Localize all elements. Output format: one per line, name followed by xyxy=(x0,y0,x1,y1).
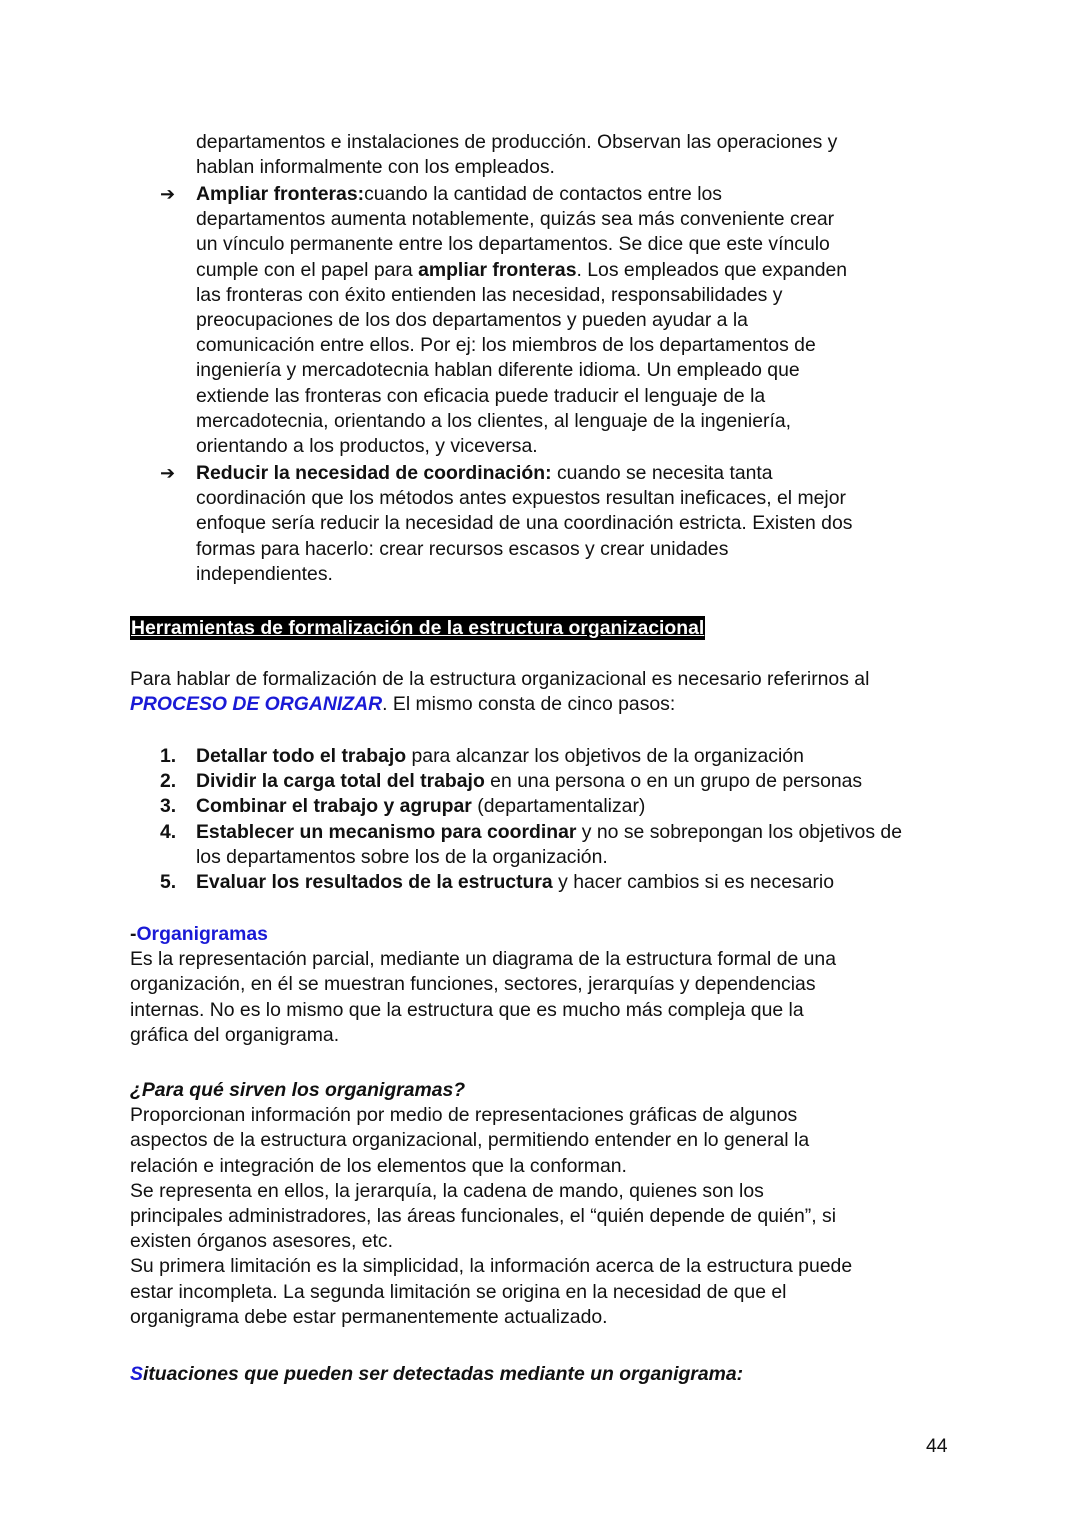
proceso-intro xyxy=(130,667,920,717)
text-line: organización, en él se muestran funciones, sectores, jerarquías y dependencias xyxy=(130,973,816,996)
steps-list xyxy=(160,744,960,895)
text-line: existen órganos asesores, etc. xyxy=(130,1230,393,1253)
text-line: orientando a los productos, y viceversa. xyxy=(196,435,538,458)
text-line: coordinación que los métodos antes expuestos resultan ineficaces, el mejor xyxy=(196,487,846,510)
step-number: 1. xyxy=(160,745,177,767)
text-line: Reducir la necesidad de coordinación: cuando se necesita tanta xyxy=(196,462,773,484)
text-line: PROCESO DE ORGANIZAR. El mismo consta de cinco pasos: xyxy=(130,693,676,716)
text-line: Su primera limitación es la simplicidad, la información acerca de la estructura puede xyxy=(130,1255,853,1278)
text-line: departamentos e instalaciones de producción. Observan las operaciones y xyxy=(196,131,838,153)
text-line: Es la representación parcial, mediante un diagrama de la estructura formal de una xyxy=(130,948,836,971)
text-line: ingeniería y mercadotecnia hablan diferente idioma. Un empleado que xyxy=(196,359,800,382)
text-line: las fronteras con éxito entienden las necesidad, responsabilidades y xyxy=(196,283,783,306)
text-line: independientes. xyxy=(196,562,333,585)
text-line: organigrama debe estar permanentemente actualizado. xyxy=(130,1305,608,1328)
intro-continuation xyxy=(196,130,896,180)
text-line: gráfica del organigrama. xyxy=(130,1023,340,1046)
text-line: hablan informalmente con los empleados. xyxy=(196,156,555,179)
text-line: relación e integración de los elementos que la conforman. xyxy=(130,1154,627,1177)
text-line: internas. No es lo mismo que la estructura que es mucho más compleja que la xyxy=(130,998,804,1021)
subheading: -Organigramas xyxy=(130,923,268,945)
text-line: Para hablar de formalización de la estructura organizacional es necesario referirnos al xyxy=(130,668,870,690)
step-number: 5. xyxy=(160,871,177,894)
step-number: 2. xyxy=(160,770,177,793)
list-item: 4. Establecer un mecanismo para coordinar y no se sobrepongan los objetivos de los departamentos sobre los de la organización. xyxy=(160,820,960,870)
text-line: estar incompleta. La segunda limitación se origina en la necesidad de que el xyxy=(130,1280,787,1303)
page-number: 44 xyxy=(926,1435,948,1457)
step-number: 4. xyxy=(160,820,177,843)
bullet-term: Reducir la necesidad de coordinación: xyxy=(196,462,552,484)
situaciones-heading: Situaciones que pueden ser detectadas mediante un organigrama: xyxy=(130,1363,744,1385)
text-line: principales administradores, las áreas funcionales, el “quién depende de quién”, si xyxy=(130,1205,837,1228)
arrow-bullet-icon: ➔ xyxy=(160,184,176,204)
text-line: extiende las fronteras con eficacia puede traducir el lenguaje de la xyxy=(196,384,766,407)
para-que-sirven-section xyxy=(130,1078,920,1330)
text-line: comunicación entre ellos. Por ej: los miembros de los departamentos de xyxy=(196,334,816,357)
list-item: 2. Dividir la carga total del trabajo en una persona o en un grupo de personas xyxy=(160,769,960,794)
text-line: Ampliar fronteras:cuando la cantidad de contactos entre los xyxy=(196,183,722,205)
list-item: 1. Detallar todo el trabajo para alcanzar los objetivos de la organización xyxy=(160,744,960,769)
text-line: preocupaciones de los dos departamentos y pueden ayudar a la xyxy=(196,309,748,332)
text-line: enfoque sería reducir la necesidad de una coordinación estricta. Existen dos xyxy=(196,512,853,535)
list-item: 5. Evaluar los resultados de la estructura y hacer cambios si es necesario xyxy=(160,870,960,895)
question-heading: ¿Para qué sirven los organigramas? xyxy=(130,1079,466,1101)
arrow-bullet-icon: ➔ xyxy=(160,463,176,483)
text-line: Proporcionan información por medio de representaciones gráficas de algunos xyxy=(130,1104,798,1127)
text-line: los departamentos sobre los de la organización. xyxy=(196,845,608,868)
text-line: formas para hacerlo: crear recursos escasos y crear unidades xyxy=(196,537,729,560)
step-number: 3. xyxy=(160,795,177,818)
text-line: Se representa en ellos, la jerarquía, la cadena de mando, quienes son los xyxy=(130,1179,764,1202)
proceso-emphasis: PROCESO DE ORGANIZAR xyxy=(130,693,383,716)
bullet-term: Ampliar fronteras: xyxy=(196,183,365,205)
list-item: 3. Combinar el trabajo y agrupar (departamentalizar) xyxy=(160,794,960,819)
text-line: mercadotecnia, orientando a los clientes, al lenguaje de la ingeniería, xyxy=(196,409,792,432)
text-line: cumple con el papel para ampliar fronteras. Los empleados que expanden xyxy=(196,258,848,281)
text-line: un vínculo permanente entre los departamentos. Se dice que este vínculo xyxy=(196,233,830,256)
organigramas-section xyxy=(130,922,920,1048)
text-line: aspectos de la estructura organizacional, permitiendo entender en lo general la xyxy=(130,1129,810,1152)
section-heading: Herramientas de formalización de la estructura organizacional xyxy=(131,617,705,639)
text-line: departamentos aumenta notablemente, quizás sea más conveniente crear xyxy=(196,208,835,231)
